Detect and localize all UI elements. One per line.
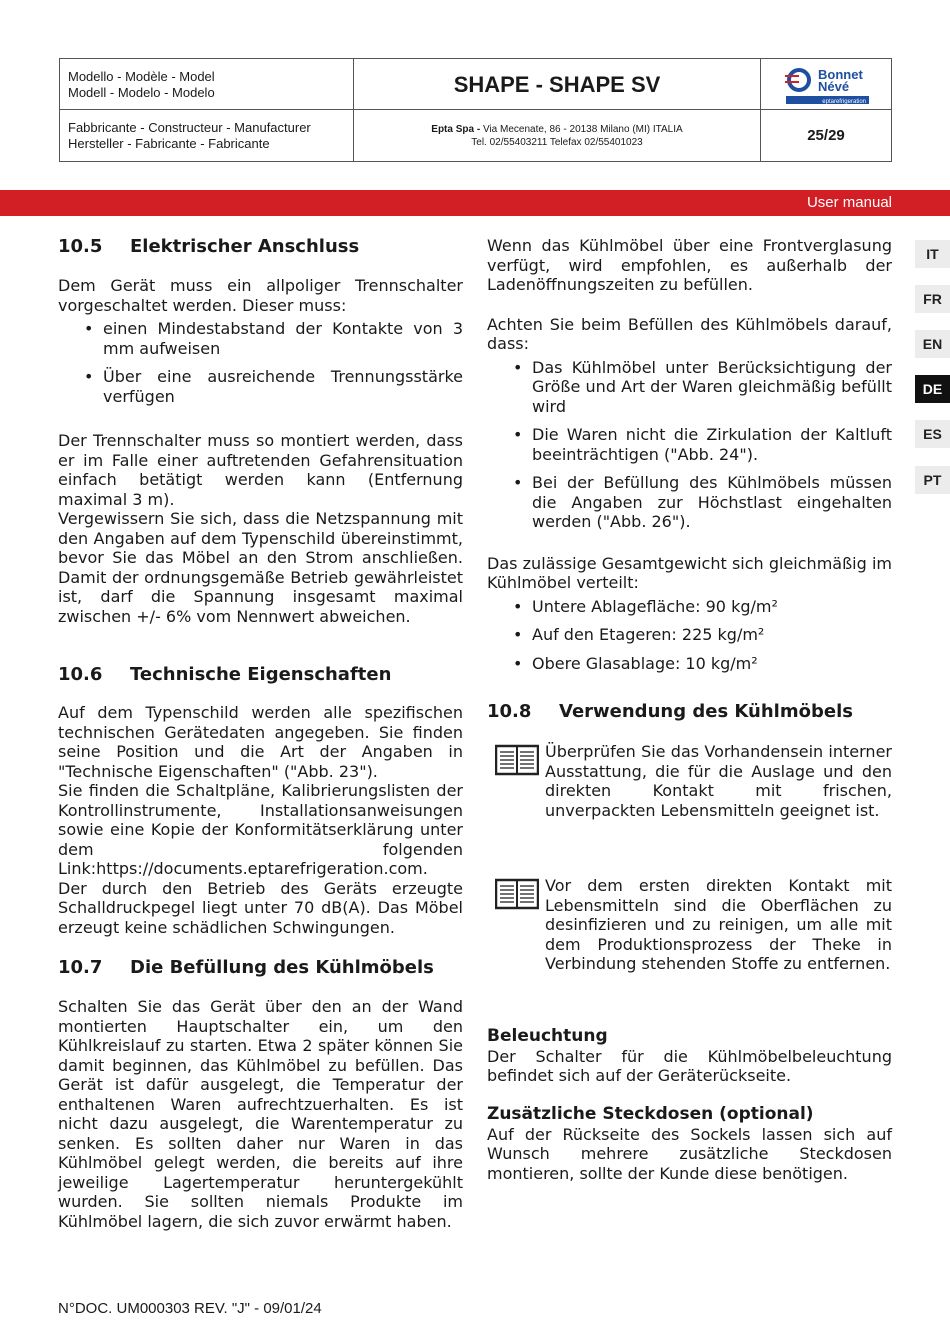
note-text: Vor dem ersten direkten Kontakt mit Lebensmitteln sind die Oberflächen zu desinfizieren und zu reinigen, um alle mit dem Produktionsprozess der Theke in Verbindung stehenden Stoffe zu entfernen. <box>545 876 892 973</box>
svg-text:Névé: Névé <box>818 79 850 94</box>
list-item: • Untere Ablagefläche: 90 kg/m² <box>532 597 892 617</box>
heading-10-7: 10.7 Die Befüllung des Kühlmöbels <box>58 957 434 978</box>
paragraph: Wenn das Kühlmöbel über eine Frontverglasung verfügt, wird empfohlen, es außerhalb der Ladenöffnungszeiten zu befüllen. <box>487 236 892 294</box>
paragraph: Vergewissern Sie sich, dass die Netzspannung mit den Angaben auf dem Typenschild übereinstimmt, bevor Sie das Möbel an den Strom anschließen. Damit der ordnungsgemäße Betrieb gewährleistet ist, darf die Spannung insgesamt maximal zwischen +/- 6% vom Nennwert abweichen. <box>58 509 463 626</box>
note-1 <box>487 742 892 820</box>
lang-tab-pt[interactable]: PT <box>915 466 950 494</box>
paragraph: Auf dem Typenschild werden alle spezifischen technischen Gerätedaten angegeben. Sie finden seine Position und die Art der Angaben in "Technische Eigenschaften" ("Abb. 23"). <box>58 703 463 781</box>
manufacturer-address <box>354 110 761 161</box>
lang-tab-de[interactable]: DE <box>915 375 950 403</box>
list-item: • Auf den Etageren: 225 kg/m² <box>532 625 892 645</box>
subheading-lighting: Beleuchtung <box>487 1026 608 1046</box>
list-item: • einen Mindestabstand der Kontakte von 3 mm aufweisen <box>103 319 463 358</box>
list-item: • Die Waren nicht die Zirkulation der Kaltluft beeinträchtigen ("Abb. 24"). <box>532 425 892 464</box>
list-item: • Bei der Befüllung des Kühlmöbels müssen die Angaben zur Höchstlast eingehalten werden ("Abb. 26"). <box>532 473 892 532</box>
paragraph: Achten Sie beim Befüllen des Kühlmöbels darauf, dass: <box>487 314 892 353</box>
section-10-7-body <box>58 997 463 1231</box>
paragraph: Der Trennschalter muss so montiert werden, dass er im Falle einer auftretenden Gefahrensituation einfach betätigt werden kann (Entfernung maximal 3 m). <box>58 431 463 509</box>
svg-text:Bonnet: Bonnet <box>818 67 863 82</box>
company-name: Epta Spa - <box>431 124 483 135</box>
manufacturer-label-1: Fabbricante - Constructeur - Manufacturer <box>68 120 311 135</box>
list-item: • Das Kühlmöbel unter Berücksichtigung der Größe und Art der Waren gleichmäßig befüllt wird <box>532 358 892 417</box>
list-item: • Obere Glasablage: 10 kg/m² <box>532 654 892 674</box>
model-label-2: Modell - Modelo - Modelo <box>68 85 215 100</box>
lang-tab-en[interactable]: EN <box>915 330 950 358</box>
heading-10-5: 10.5 Elektrischer Anschluss <box>58 236 360 257</box>
sockets-section <box>487 1104 892 1183</box>
lang-tab-es[interactable]: ES <box>915 420 950 448</box>
heading-10-6: 10.6 Technische Eigenschaften <box>58 664 392 685</box>
paragraph: Der Schalter für die Kühlmöbelbeleuchtung befindet sich auf der Geräterückseite. <box>487 1046 892 1085</box>
paragraph: Schalten Sie das Gerät über den an der Wand montierten Hauptschalter ein, um den Kühlkreislauf zu starten. Etwa 2 später können Sie damit beginnen, das Kühlmöbel zu befüllen. Das Gerät ist dafür ausgelegt, die Temperatur der enthaltenen Waren aufrechtzuerhalten. Es ist nicht dazu ausgelegt, die Warentemperatur zu senken. Es sollten daher nur Waren in das Kühlmöbel gelegt werden, die bereits auf ihre jeweilige Lagertemperatur heruntergekühlt wurden. Sie sollten niemals Produkte im Kühlmöbel lagern, die sich zuvor erwärmt haben. <box>58 997 463 1231</box>
book-icon <box>495 878 539 910</box>
model-label-cell <box>60 59 354 110</box>
note-text: Überprüfen Sie das Vorhandensein interner Ausstattung, die für die Auslage und den direkten Kontakt mit frischen, unverpackten Lebensmitteln geeignet ist. <box>545 742 892 820</box>
banner-label: User manual <box>806 194 892 211</box>
paragraph: Auf der Rückseite des Sockels lassen sich auf Wunsch mehrere zusätzliche Steckdosen montieren, sollte der Kunde diese benötigen. <box>487 1124 892 1183</box>
lang-tab-it[interactable]: IT <box>915 240 950 268</box>
bonnet-neve-logo-icon <box>761 59 891 109</box>
note-2 <box>487 876 892 974</box>
manufacturer-label-2: Hersteller - Fabricante - Fabricante <box>68 136 270 151</box>
subheading-sockets: Zusätzliche Steckdosen (optional) <box>487 1104 814 1124</box>
section-10-5-body <box>58 276 463 626</box>
svg-text:eptarefrigeration: eptarefrigeration <box>822 99 866 105</box>
book-icon <box>495 744 539 776</box>
paragraph: Der durch den Betrieb des Geräts erzeugte Schalldruckpegel liegt unter 70 dB(A). Das Möbel erzeugt keine schädlichen Schwingungen. <box>58 878 463 937</box>
phone: Tel. 02/55403211 Telefax 02/55401023 <box>471 137 643 148</box>
model-label-1: Modello - Modèle - Model <box>68 69 215 84</box>
section-10-7-continued <box>487 236 892 682</box>
paragraph: Dem Gerät muss ein allpoliger Trennschalter vorgeschaltet werden. Dieser muss: <box>58 276 463 315</box>
paragraph: Sie finden die Schaltpläne, Kalibrierungslisten der Kontrollinstrumente, Installationsanweisungen sowie eine Kopie der Konformitätserklärung unter dem folgenden Link:https://documents.eptarefrigeration.com. <box>58 781 463 878</box>
logo <box>761 59 891 110</box>
document-number-footer: N°DOC. UM000303 REV. "J" - 09/01/24 <box>58 1300 322 1317</box>
banner <box>0 190 950 216</box>
lang-tab-fr[interactable]: FR <box>915 285 950 313</box>
document-title: SHAPE - SHAPE SV <box>354 59 761 110</box>
paragraph: Das zulässige Gesamtgewicht sich gleichmäßig im Kühlmöbel verteilt: <box>487 553 892 592</box>
page-number: 25/29 <box>807 127 845 144</box>
address: Via Mecenate, 86 - 20138 Milano (MI) ITALIA <box>482 124 683 135</box>
list-item: • Über eine ausreichende Trennungsstärke verfügen <box>103 367 463 406</box>
heading-10-8: 10.8 Verwendung des Kühlmöbels <box>487 701 853 722</box>
document-header <box>59 58 892 162</box>
section-10-6-body <box>58 703 463 937</box>
lighting-section <box>487 1026 892 1086</box>
manufacturer-label-cell <box>60 110 354 161</box>
